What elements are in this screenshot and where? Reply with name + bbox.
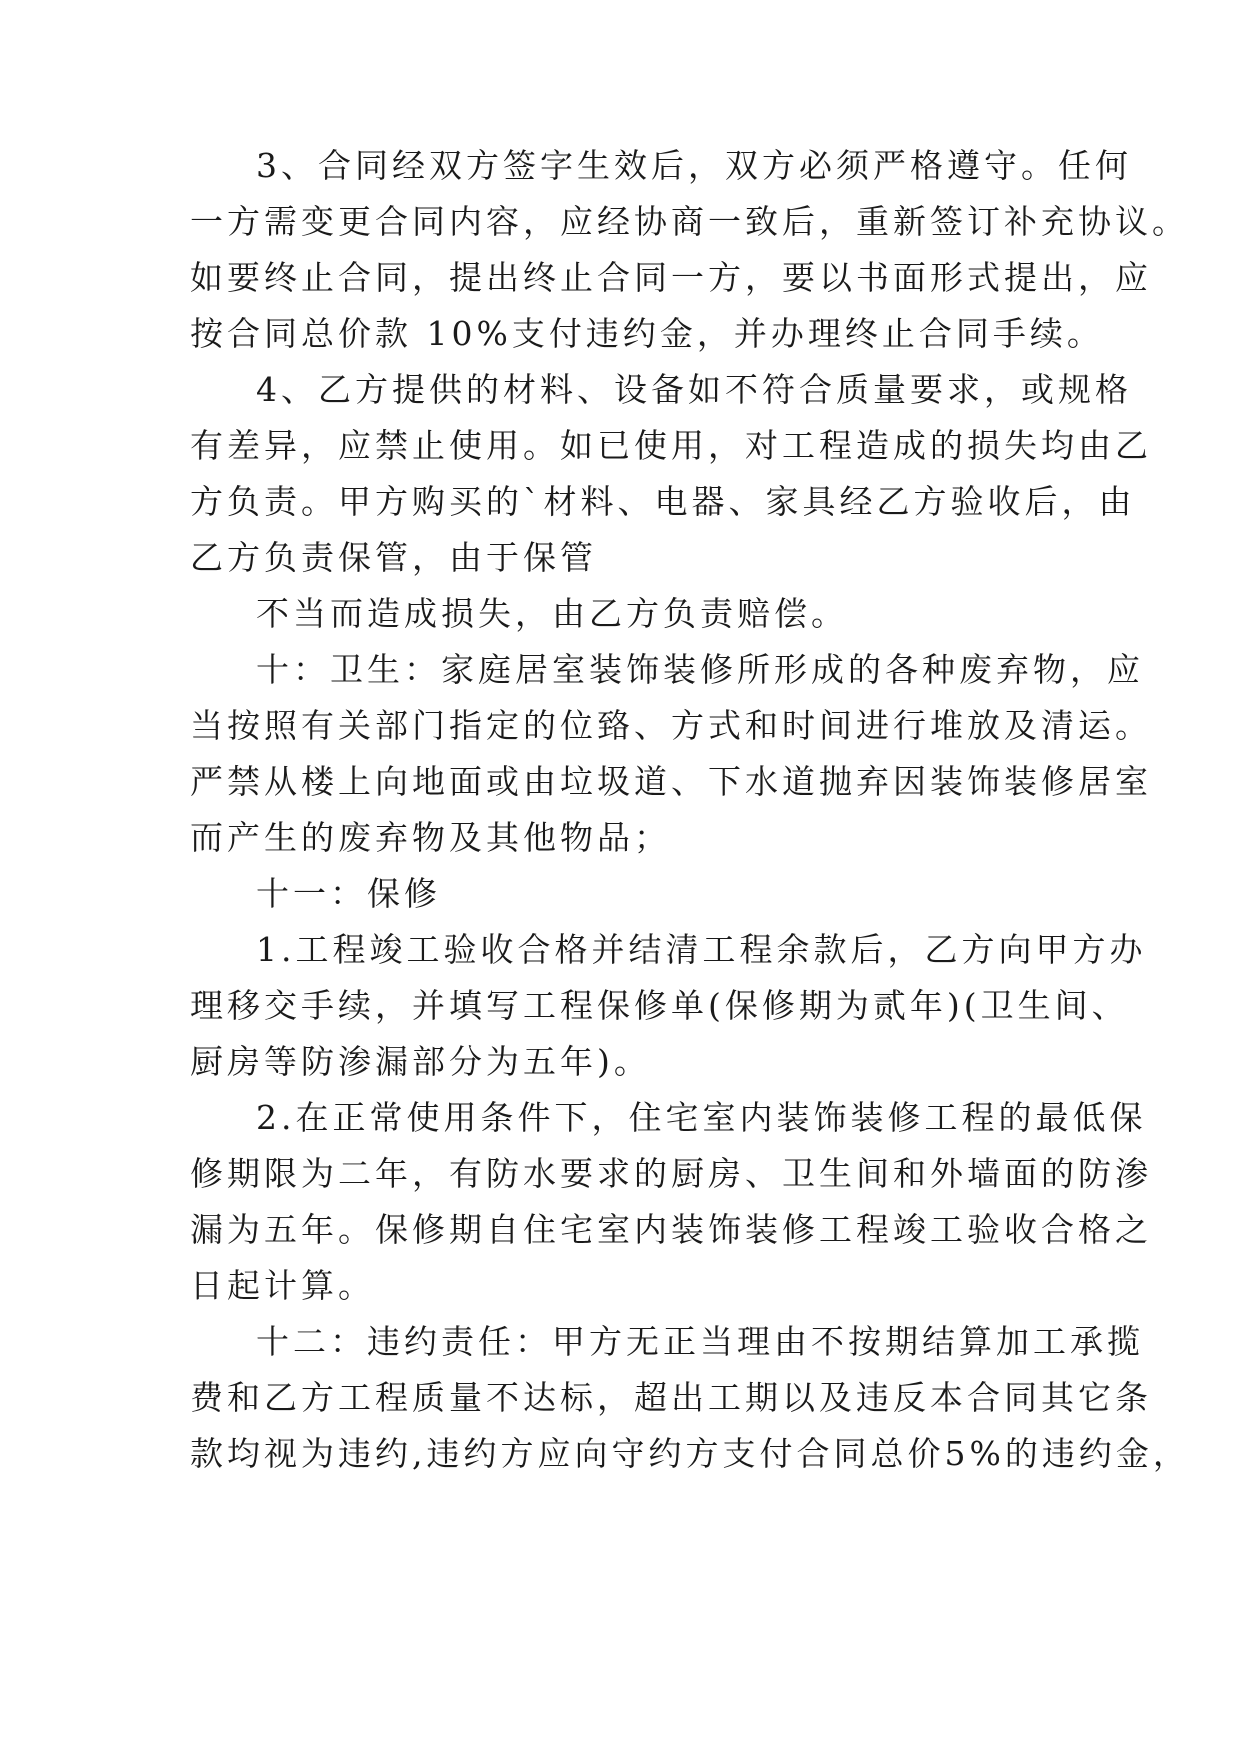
text-line: 漏为五年。保修期自住宅室内装饰装修工程竣工验收合格之 — [190, 1210, 1152, 1249]
text-line: 4、乙方提供的材料、设备如不符合质量要求，或规格 — [256, 370, 1132, 409]
text-line: 一方需变更合同内容，应经协商一致后，重新签订补充协议。 — [190, 202, 1189, 241]
text-line: 有差异，应禁止使用。如已使用，对工程造成的损失均由乙 — [190, 426, 1152, 465]
text-line: 十二：违约责任：甲方无正当理由不按期结算加工承揽 — [256, 1322, 1144, 1361]
text-line: 2.在正常使用条件下，住宅室内装饰装修工程的最低保 — [256, 1098, 1147, 1137]
text-line: 厨房等防渗漏部分为五年)。 — [190, 1042, 651, 1081]
text-line: 不当而造成损失，由乙方负责赔偿。 — [256, 594, 848, 633]
text-line: 修期限为二年，有防水要求的厨房、卫生间和外墙面的防渗 — [190, 1154, 1152, 1193]
text-line: 费和乙方工程质量不达标，超出工期以及违反本合同其它条 — [190, 1378, 1152, 1417]
text-line: 款均视为违约,违约方应向守约方支付合同总价5%的违约金， — [190, 1434, 1190, 1473]
text-line: 理移交手续，并填写工程保修单(保修期为贰年)(卫生间、 — [190, 986, 1129, 1025]
text-line: 而产生的废弃物及其他物品； — [190, 818, 671, 857]
text-line: 3、合同经双方签字生效后，双方必须严格遵守。任何 — [256, 146, 1132, 185]
text-line: 方负责。甲方购买的`材料、电器、家具经乙方验收后，由 — [190, 482, 1136, 521]
text-line: 十：卫生：家庭居室装饰装修所形成的各种废弃物，应 — [256, 650, 1144, 689]
text-line: 如要终止合同，提出终止合同一方，要以书面形式提出，应 — [190, 258, 1152, 297]
text-line: 乙方负责保管，由于保管 — [190, 538, 597, 577]
text-line: 严禁从楼上向地面或由垃圾道、下水道抛弃因装饰装修居室 — [190, 762, 1152, 801]
text-line: 1.工程竣工验收合格并结清工程余款后，乙方向甲方办 — [256, 930, 1147, 969]
section-heading: 十一：保修 — [256, 874, 441, 913]
text-line: 当按照有关部门指定的位臵、方式和时间进行堆放及清运。 — [190, 706, 1152, 745]
text-line: 按合同总价款 10%支付违约金，并办理终止合同手续。 — [190, 314, 1104, 353]
text-line: 日起计算。 — [190, 1266, 375, 1305]
